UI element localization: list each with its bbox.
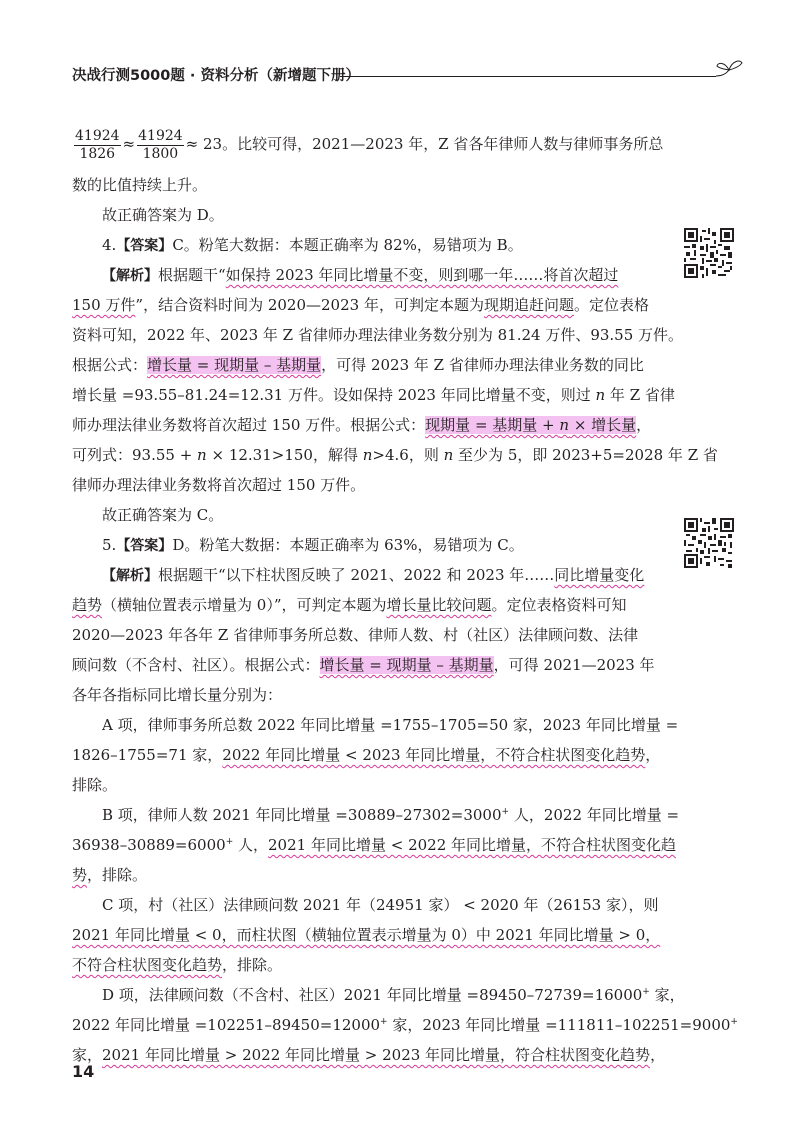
option-c-line: 2021 年同比增量 < 0，而柱状图（横轴位置表示增量为 0）中 2021 年同比增量 > 0， xyxy=(72,926,661,944)
book-title: 决战行测5000题 · 资料分析（新增题下册） xyxy=(72,68,360,84)
q4-final: 故正确答案为 C。 xyxy=(102,506,224,524)
option-a-line: 1826–1755=71 家，2022 年同比增量 < 2023 年同比增量，不符合柱状图变化趋势， xyxy=(72,746,661,764)
q4-analysis-line: 律师办理法律业务数将首次超过 150 万件。 xyxy=(72,476,366,494)
option-b-line: 36938–30889=6000+ 人，2021 年同比增量 < 2022 年同比增量，不符合柱状图变化趋 xyxy=(72,836,677,854)
q5-analysis-line: 趋势（横轴位置表示增量为 0）”，可判定本题为增长量比较问题。定位表格资料可知 xyxy=(72,596,627,614)
q4-analysis-line: 可列式：93.55 + n × 12.31>150，解得 n>4.6，则 n 至少为 5，即 2023+5=2028 年 Z 省 xyxy=(72,446,718,464)
page-header xyxy=(72,62,742,90)
q4-analysis-line: 资料可知，2022 年、2023 年 Z 省律师办理法律业务数分别为 81.24 万件、93.55 万件。 xyxy=(72,326,684,344)
header-rule xyxy=(340,76,716,77)
page-number: 14 xyxy=(72,1062,95,1081)
text-line: 数的比值持续上升。 xyxy=(72,176,208,194)
option-b-line: 势，排除。 xyxy=(72,866,148,884)
q4-answer: 4.【答案】C。粉笔大数据：本题正确率为 82%，易错项为 B。 xyxy=(102,236,523,254)
option-d-line: 2022 年同比增量 =102251–89450=12000+ 家，2023 年同比增量 =111811–102251=9000+ xyxy=(72,1016,738,1034)
option-c-line: C 项，村（社区）法律顾问数 2021 年（24951 家） < 2020 年（26153 家），则 xyxy=(102,896,659,914)
q4-analysis-line: 150 万件”，结合资料时间为 2020—2023 年，可判定本题为现期追赶问题。定位表格 xyxy=(72,296,649,314)
option-b-line: B 项，律师人数 2021 年同比增量 =30889–27302=3000+ 人，2022 年同比增量 = xyxy=(102,806,680,824)
answer-line: 故正确答案为 D。 xyxy=(102,206,224,224)
option-a-line: 排除。 xyxy=(72,776,118,794)
option-a-line: A 项，律师事务所总数 2022 年同比增量 =1755–1705=50 家，2023 年同比增量 = xyxy=(102,716,679,734)
option-d-line: D 项，法律顾问数（不含村、社区）2021 年同比增量 =89450–72739=16000+ 家， xyxy=(102,986,685,1004)
q4-analysis-line: 根据公式：增长量 = 现期量 – 基期量，可得 2023 年 Z 省律师办理法律业务数的同比 xyxy=(72,356,644,374)
option-d-line: 家，2021 年同比增量 > 2022 年同比增量 > 2023 年同比增量，符合柱状图变化趋势， xyxy=(72,1046,666,1064)
qr-code-icon[interactable] xyxy=(684,228,734,278)
solution-text xyxy=(72,118,738,1070)
fraction-2: $\frac{41924}{1800}$ xyxy=(138,127,183,162)
q4-analysis-line: 增长量 =93.55–81.24=12.31 万件。设如保持 2023 年同比增量不变，则过 n 年 Z 省律 xyxy=(72,386,675,404)
qr-code-icon[interactable] xyxy=(684,518,734,568)
fraction-line: $\frac{41924}{1826}$ ≈ $\frac{41924}{1800}$ ≈ 23。比较可得，2021—2023 年，Z 省各年律师人数与律师事务所总 xyxy=(75,127,664,162)
q4-analysis-line: 【解析】根据题干“如保持 2023 年同比增量不变，则到哪一年……将首次超过 xyxy=(102,266,619,284)
sprout-icon xyxy=(712,54,746,80)
q5-answer: 5.【答案】D。粉笔大数据：本题正确率为 63%，易错项为 C。 xyxy=(102,536,524,554)
q5-analysis-line: 【解析】根据题干“以下柱状图反映了 2021、2022 和 2023 年……同比增量变化 xyxy=(102,566,645,584)
q4-analysis-line: 师办理法律业务数将首次超过 150 万件。根据公式：现期量 = 基期量 + n × 增长量， xyxy=(72,416,652,434)
option-c-line: 不符合柱状图变化趋势，排除。 xyxy=(72,956,283,974)
q5-analysis-line: 顾问数（不含村、社区）。根据公式：增长量 = 现期量 – 基期量，可得 2021—2023 年 xyxy=(72,656,655,674)
q5-analysis-line: 2020—2023 年各年 Z 省律师事务所总数、律师人数、村（社区）法律顾问数、法律 xyxy=(72,626,639,644)
q5-analysis-line: 各年各指标同比增长量分别为： xyxy=(72,686,283,704)
fraction-1: $\frac{41924}{1826}$ xyxy=(75,127,120,162)
